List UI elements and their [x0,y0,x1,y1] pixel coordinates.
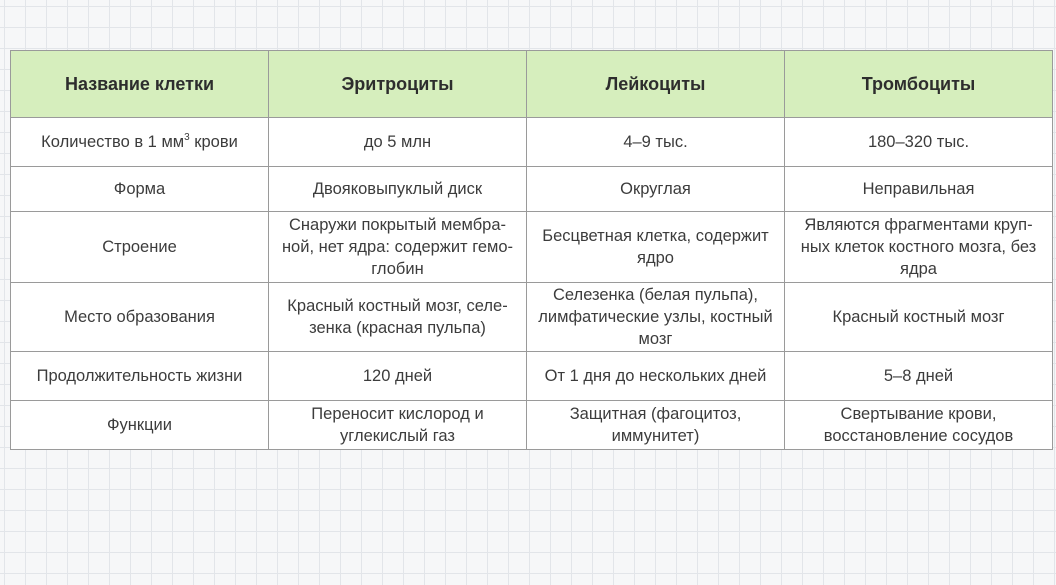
table-cell: Переносит кислород и углекислый газ [269,401,527,450]
row-label: Продолжительность жизни [11,352,269,401]
table-row [11,118,1053,167]
row-label [11,118,269,167]
table-cell: Селезенка (белая пульпа), лимфатические узлы, костный мозг [527,283,785,352]
table-row [11,283,1053,352]
header-cell-name: Название клетки [11,51,269,118]
row-label-text: Количество в 1 мм [41,133,185,151]
row-label: Форма [11,167,269,212]
row-label: Функции [11,401,269,450]
header-cell-erythrocytes: Эритроциты [269,51,527,118]
table-row [11,352,1053,401]
table-cell: Защитная (фагоцитоз, иммунитет) [527,401,785,450]
table-cell: Красный костный мозг [785,283,1053,352]
table-cell: Бесцветная клетка, содержит ядро [527,212,785,283]
table-cell: Красный костный мозг, селе-зенка (красная пульпа) [269,283,527,352]
table-cell: 120 дней [269,352,527,401]
table-cell: 5–8 дней [785,352,1053,401]
table-cell: до 5 млн [269,118,527,167]
table-cell: От 1 дня до нескольких дней [527,352,785,401]
table-row [11,212,1053,283]
table-cell: Являются фрагментами круп-ных клеток костного мозга, без ядра [785,212,1053,283]
row-label-superscript: 3 [184,132,190,143]
table-cell: 4–9 тыс. [527,118,785,167]
table-cell: Округлая [527,167,785,212]
table-row [11,167,1053,212]
table-row [11,401,1053,450]
blood-cells-table [10,50,1053,450]
table-cell: Неправильная [785,167,1053,212]
table-cell: Свертывание крови, восстановление сосудов [785,401,1053,450]
row-label-suffix: крови [189,133,238,151]
header-cell-thrombocytes: Тромбоциты [785,51,1053,118]
header-cell-leukocytes: Лейкоциты [527,51,785,118]
table-cell: 180–320 тыс. [785,118,1053,167]
table-cell: Двояковыпуклый диск [269,167,527,212]
row-label: Место образования [11,283,269,352]
row-label: Строение [11,212,269,283]
header-row [11,51,1053,118]
table-cell: Снаружи покрытый мембра-ной, нет ядра: содержит гемо-глобин [269,212,527,283]
